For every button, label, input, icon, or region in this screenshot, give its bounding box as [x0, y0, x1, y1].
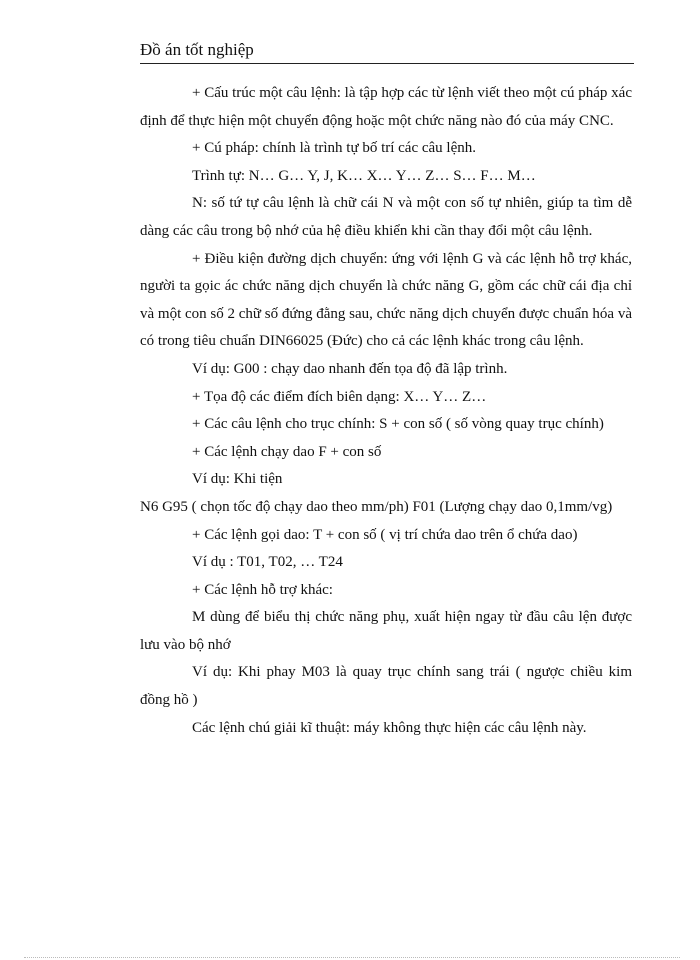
page-bottom-border	[24, 957, 680, 958]
page-header-title: Đồ án tốt nghiệp	[140, 40, 254, 59]
paragraph-comments: Các lệnh chú giải kĩ thuật: máy không thực hiện các câu lệnh này.	[192, 719, 587, 736]
paragraph-feed: + Các lệnh chạy dao F + con số	[192, 443, 382, 460]
paragraph-syntax: + Cú pháp: chính là trình tự bố trí các câu lệnh.	[192, 140, 477, 157]
paragraph-spindle: + Các câu lệnh cho trục chính: S + con số ( số vòng quay trục chính)	[192, 416, 604, 433]
document-body	[140, 80, 632, 742]
paragraph-example-m03: Ví dụ: Khi phay M03 là quay trục chính sang trái ( ngược chiều kim đồng hồ )	[140, 664, 632, 709]
header-divider	[140, 63, 634, 64]
paragraph-example-g00: Ví dụ: G00 : chạy dao nhanh đến tọa độ đã lập trình.	[192, 360, 508, 377]
paragraph-example-tools: Ví dụ : T01, T02, … T24	[192, 554, 343, 571]
paragraph-structure: + Cấu trúc một câu lệnh: là tập hợp các từ lệnh viết theo một cú pháp xác định để thực hiện một chuyển động hoặc một chức năng nào đó của máy CNC.	[140, 85, 632, 129]
paragraph-coordinates: + Tọa độ các điểm đích biên dạng: X… Y… Z…	[192, 388, 487, 405]
paragraph-sequence: Trình tự: N… G… Y, J, K… X… Y… Z… S… F… M…	[192, 167, 536, 184]
paragraph-n-number: N: số tứ tự câu lệnh là chữ cái N và một con số tự nhiên, giúp ta tìm dễ dàng các câu trong bộ nhớ của hệ điều khiển khi cần thay đổi một câu lệnh.	[140, 195, 632, 239]
paragraph-g-condition: + Điều kiện đường dịch chuyển: ứng với lệnh G và các lệnh hỗ trợ khác, người ta gọic ác chức năng dịch chuyển là chức năng G, gồm các chữ cái địa chỉ và một con số 2 chữ số đứng đằng sau, chức năng dịch chuyển được chuẩn hóa và có trong tiêu chuẩn DIN66025 (Đức) cho cả các lệnh khác trong câu lệnh.	[140, 250, 632, 350]
paragraph-tool-call: + Các lệnh gọi dao: T + con số ( vị trí chứa dao trên ổ chứa dao)	[192, 526, 578, 543]
paragraph-n6-g95: N6 G95 ( chọn tốc độ chạy dao theo mm/ph) F01 (Lượng chạy dao 0,1mm/vg)	[140, 498, 613, 515]
paragraph-other-commands: + Các lệnh hỗ trợ khác:	[192, 581, 333, 598]
paragraph-m-function: M dùng để biểu thị chức năng phụ, xuất hiện ngay từ đầu câu lện được lưu vào bộ nhớ	[140, 609, 632, 653]
paragraph-example-turning: Ví dụ: Khi tiện	[192, 471, 283, 488]
